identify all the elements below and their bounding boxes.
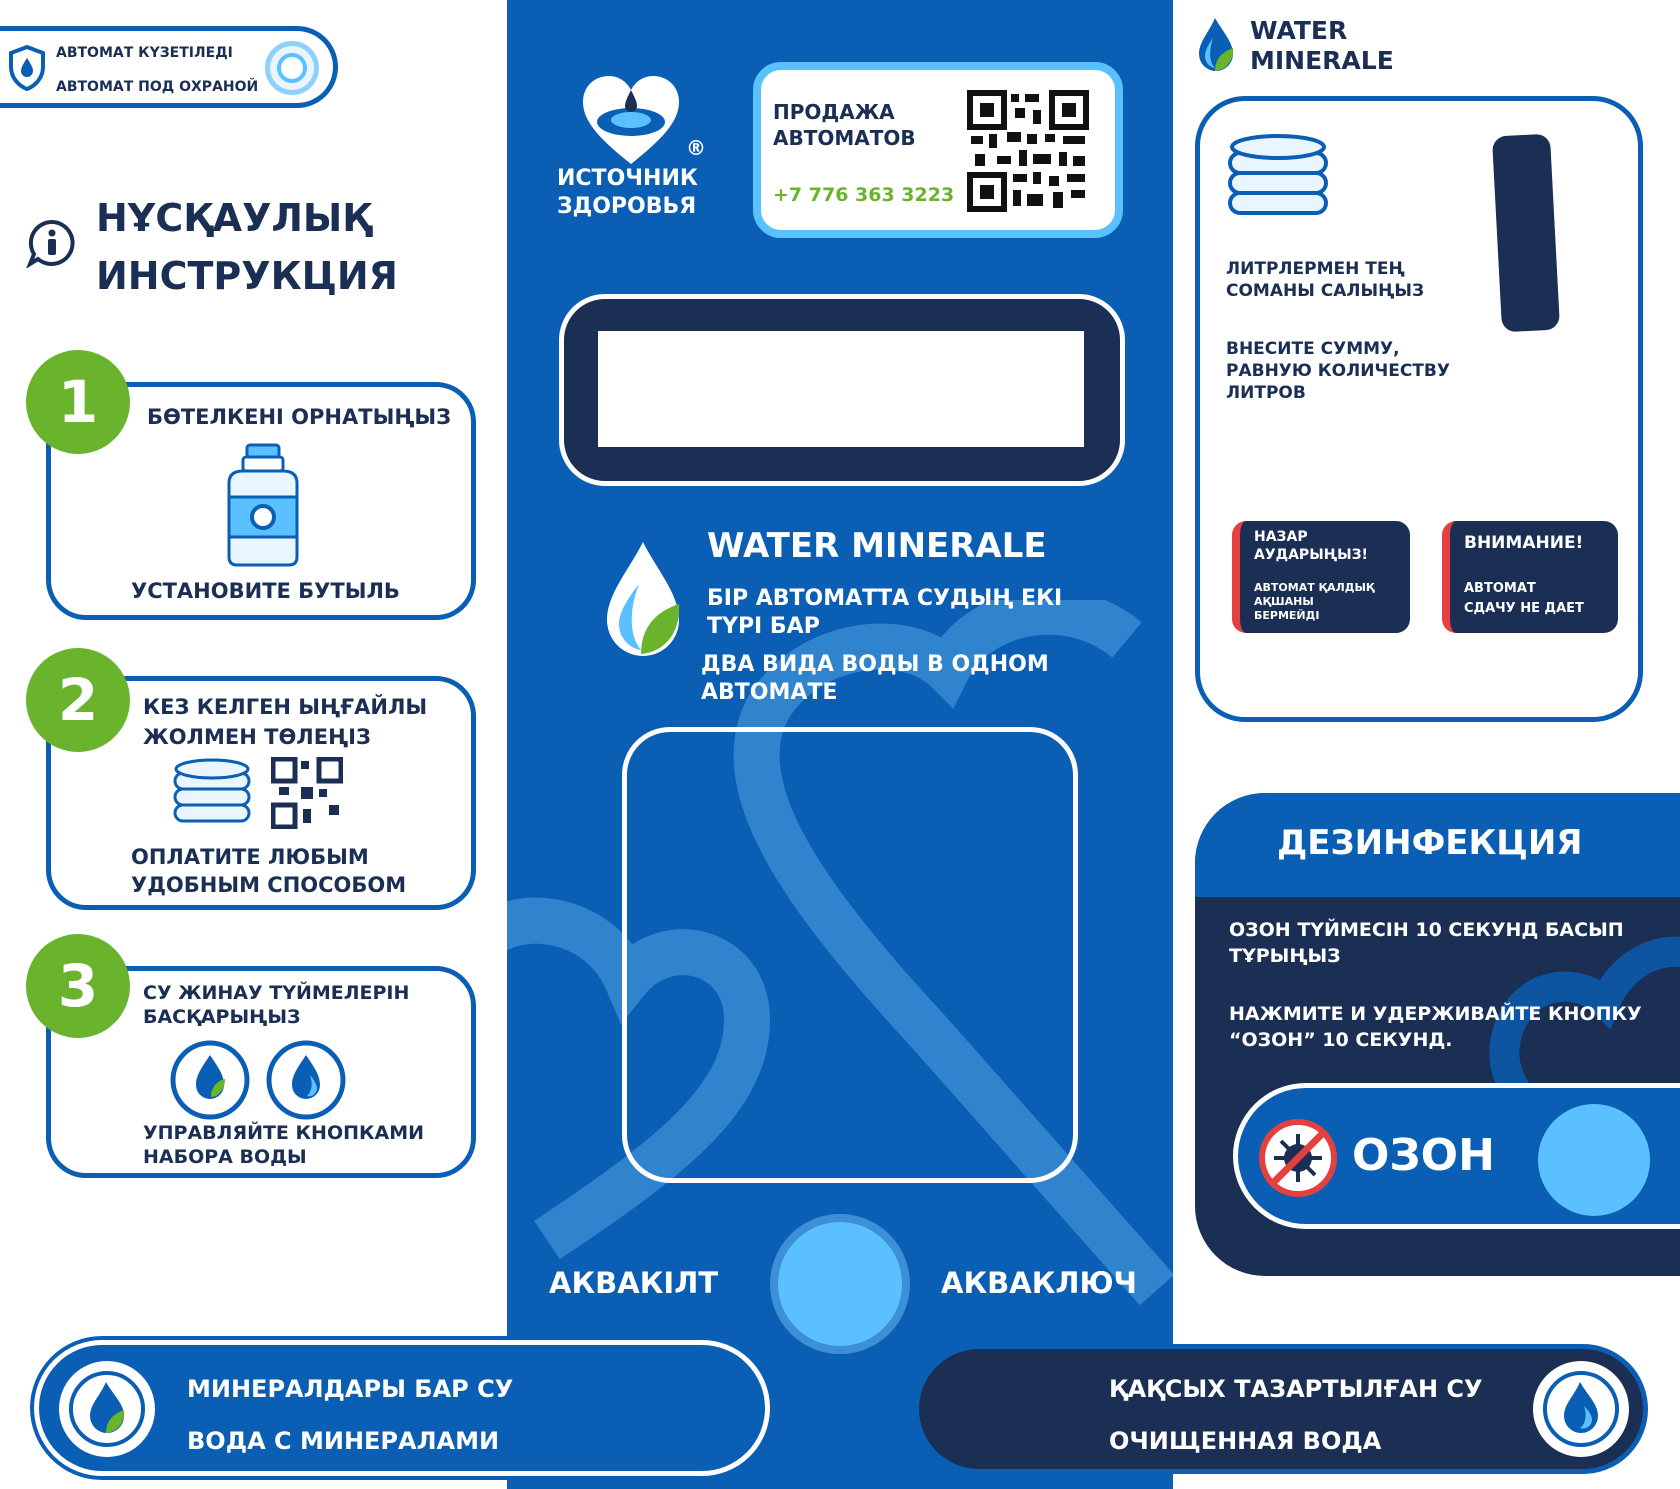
instruction-title-kz: НҰСҚАУЛЫҚ bbox=[96, 196, 372, 240]
mineral-drop-badge bbox=[59, 1361, 155, 1457]
coins-icon bbox=[1226, 131, 1330, 217]
disinfection-text-ru-2: “ОЗОН” 10 СЕКУНД. bbox=[1229, 1029, 1453, 1051]
step-2-text-ru-1: ОПЛАТИТЕ ЛЮБЫМ bbox=[131, 845, 369, 869]
purified-drop-icon bbox=[1560, 1380, 1602, 1436]
step-2-text-kz-2: ЖОЛМЕН ТӨЛЕҢІЗ bbox=[143, 725, 371, 749]
warning-kz-text-3: БЕРМЕЙДІ bbox=[1254, 609, 1320, 622]
warning-kz-text-1: АВТОМАТ ҚАЛДЫҚ bbox=[1254, 581, 1375, 594]
disinfection-text-kz-2: ТҰРЫҢЫЗ bbox=[1229, 945, 1341, 967]
logo-registered: ® bbox=[686, 136, 706, 160]
purified-text-ru: ОЧИЩЕННАЯ ВОДА bbox=[1109, 1427, 1382, 1455]
purified-button-icon bbox=[265, 1039, 347, 1121]
disinfection-header bbox=[1195, 793, 1680, 897]
aqua-key-reader[interactable] bbox=[770, 1214, 910, 1354]
step-2-text-ru-2: УДОБНЫМ СПОСОБОМ bbox=[131, 873, 407, 897]
step-1-number: 1 bbox=[26, 350, 130, 454]
display-screen bbox=[598, 331, 1084, 447]
sales-title-1: ПРОДАЖА bbox=[773, 100, 895, 124]
security-text-ru: АВТОМАТ ПОД ОХРАНОЙ bbox=[56, 79, 259, 95]
purified-text-kz: ҚАҚСЫХ ТАЗАРТЫЛҒАН СУ bbox=[1109, 1375, 1483, 1403]
step-1-text-kz: БӨТЕЛКЕНІ ОРНАТЫҢЫЗ bbox=[147, 405, 452, 429]
water-leaf-drop-icon bbox=[599, 540, 689, 662]
aqua-key-label-ru: АКВАКЛЮЧ bbox=[941, 1266, 1137, 1300]
coin-text-ru-1: ВНЕСИТЕ СУММУ, bbox=[1226, 339, 1400, 359]
purified-drop-badge bbox=[1533, 1361, 1629, 1457]
brand-title: WATER MINERALE bbox=[707, 526, 1047, 566]
disinfection-panel bbox=[1195, 793, 1680, 1276]
disinfection-text-ru-1: НАЖМИТЕ И УДЕРЖИВАЙТЕ КНОПКУ bbox=[1229, 1003, 1642, 1025]
purified-water-label bbox=[914, 1344, 1648, 1474]
sales-contact-box bbox=[753, 62, 1123, 238]
step-3-text-kz-2: БАСҚАРЫҢЫЗ bbox=[143, 1006, 301, 1028]
aqua-key-label-kz: АКВАКІЛТ bbox=[549, 1266, 719, 1300]
security-seal-icon bbox=[265, 41, 319, 95]
water-bottle-icon bbox=[219, 443, 307, 567]
brand-right-line-2: MINERALE bbox=[1250, 46, 1394, 75]
coin-text-kz-2: СОМАНЫ САЛЫҢЫЗ bbox=[1226, 281, 1425, 301]
logo-text-2: ЗДОРОВЬЯ bbox=[557, 194, 697, 219]
instruction-title-ru: ИНСТРУКЦИЯ bbox=[96, 254, 398, 298]
step-3-text-ru-1: УПРАВЛЯЙТЕ КНОПКАМИ bbox=[143, 1122, 425, 1144]
mineral-text-kz: МИНЕРАЛДАРЫ БАР СУ bbox=[187, 1375, 514, 1403]
info-bubble-icon bbox=[26, 218, 78, 268]
step-3-number: 3 bbox=[26, 934, 130, 1038]
mineral-text-ru: ВОДА С МИНЕРАЛАМИ bbox=[187, 1427, 500, 1455]
brand-text-ru-1: ДВА ВИДА ВОДЫ В ОДНОМ bbox=[701, 652, 1049, 677]
warning-ru-text-1: АВТОМАТ bbox=[1464, 581, 1536, 596]
brand-text-ru-2: АВТОМАТЕ bbox=[701, 680, 838, 705]
display-frame bbox=[559, 294, 1125, 486]
warning-kz-title-1: НАЗАР bbox=[1254, 529, 1308, 545]
mineral-drop-icon bbox=[86, 1380, 128, 1436]
ozon-button-label: ОЗОН bbox=[1352, 1130, 1495, 1181]
logo-text-1: ИСТОЧНИК bbox=[557, 166, 698, 191]
step-2-text-kz-1: КЕЗ КЕЛГЕН ЫҢҒАЙЛЫ bbox=[143, 695, 428, 719]
step-3-text-kz-1: СУ ЖИНАУ ТҮЙМЕЛЕРІН bbox=[143, 982, 410, 1004]
step-3-text-ru-2: НАБОРА ВОДЫ bbox=[143, 1146, 307, 1168]
brand-right-line-1: WATER bbox=[1250, 16, 1348, 45]
step-2-number: 2 bbox=[26, 648, 130, 752]
warning-kz-card bbox=[1232, 521, 1410, 633]
center-panel bbox=[507, 0, 1173, 1489]
shield-drop-icon bbox=[8, 45, 46, 91]
brand-text-kz-1: БІР АВТОМАТТА СУДЫҢ ЕКІ bbox=[707, 586, 1063, 611]
mineral-water-label bbox=[34, 1340, 770, 1476]
mineral-button-icon bbox=[169, 1039, 251, 1121]
no-virus-icon bbox=[1258, 1118, 1338, 1198]
sales-qr-code-icon[interactable] bbox=[967, 90, 1089, 212]
ozon-button[interactable] bbox=[1233, 1083, 1680, 1229]
warning-kz-text-2: АҚШАНЫ bbox=[1254, 595, 1314, 608]
security-badge bbox=[0, 26, 338, 108]
ozon-button-indicator[interactable] bbox=[1538, 1104, 1650, 1216]
heart-drop-logo-icon bbox=[581, 74, 681, 166]
warning-ru-text-2: СДАЧУ НЕ ДАЕТ bbox=[1464, 601, 1584, 616]
disinfection-title: ДЕЗИНФЕКЦИЯ bbox=[1277, 823, 1583, 863]
coin-text-kz-1: ЛИТРЛЕРМЕН ТЕҢ bbox=[1226, 259, 1405, 279]
sales-phone[interactable]: +7 776 363 3223 bbox=[773, 184, 955, 206]
warning-ru-card bbox=[1442, 521, 1618, 633]
brand-text-kz-2: ТҮРІ БАР bbox=[707, 614, 820, 639]
coin-text-ru-2: РАВНУЮ КОЛИЧЕСТВУ bbox=[1226, 361, 1450, 381]
sales-title-2: АВТОМАТОВ bbox=[773, 126, 916, 150]
coins-icon bbox=[171, 757, 253, 825]
warning-kz-title-2: АУДАРЫҢЫЗ! bbox=[1254, 547, 1368, 563]
coin-card bbox=[1195, 96, 1643, 722]
qr-code-icon bbox=[271, 757, 343, 829]
disinfection-text-kz-1: ОЗОН ТҮЙМЕСІН 10 СЕКУНД БАСЫП bbox=[1229, 919, 1624, 941]
coin-text-ru-3: ЛИТРОВ bbox=[1226, 383, 1306, 403]
brand-drop-icon bbox=[1195, 16, 1237, 74]
coin-slot[interactable] bbox=[1492, 134, 1560, 333]
security-text-kz: АВТОМАТ КҮЗЕТІЛЕДІ bbox=[56, 45, 233, 61]
step-1-text-ru: УСТАНОВИТЕ БУТЫЛЬ bbox=[131, 579, 400, 603]
dispense-window bbox=[622, 727, 1078, 1183]
warning-ru-title: ВНИМАНИЕ! bbox=[1464, 533, 1584, 553]
